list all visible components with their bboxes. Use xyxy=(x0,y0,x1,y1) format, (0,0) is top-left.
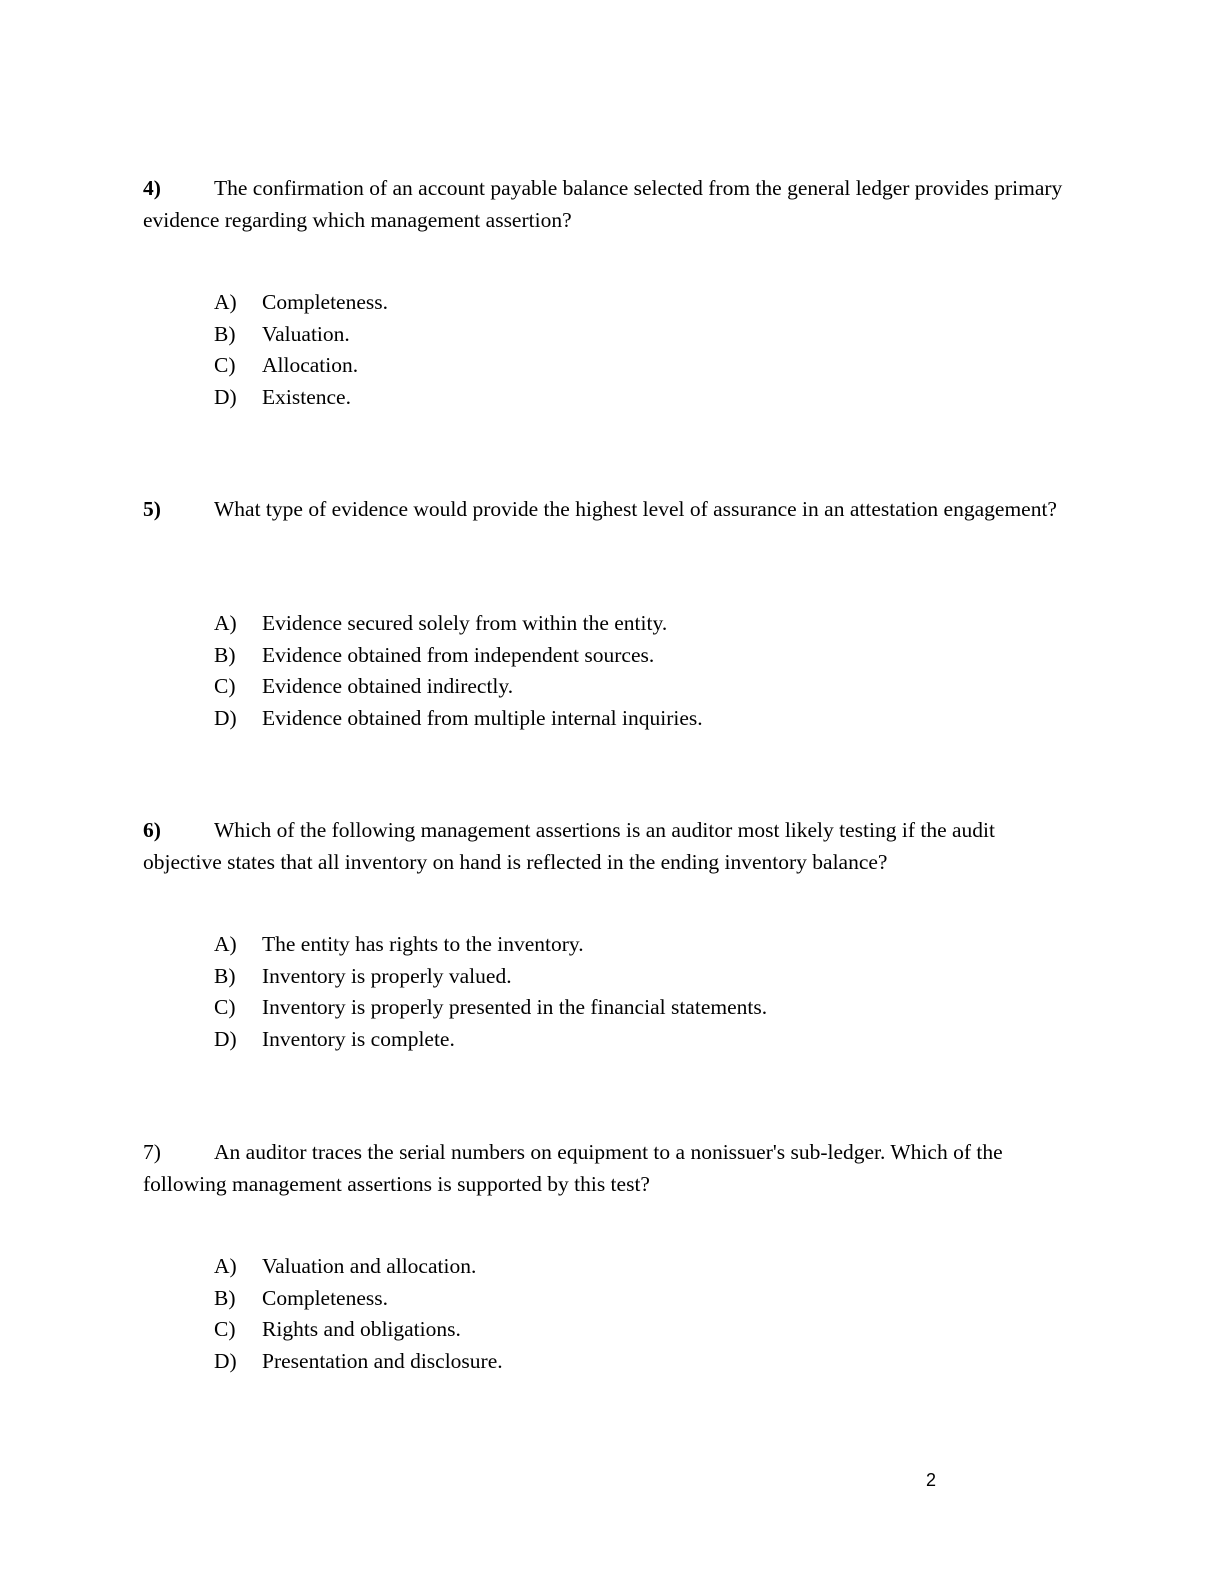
option-text: Completeness. xyxy=(262,1285,388,1310)
option-text: Existence. xyxy=(262,384,351,409)
option-letter: A) xyxy=(214,932,237,956)
option-text: Rights and obligations. xyxy=(262,1317,461,1341)
option-text: Inventory is complete. xyxy=(262,1026,455,1051)
option-text: Evidence secured solely from within the entity. xyxy=(262,611,668,635)
question-number: 5) xyxy=(143,497,161,521)
answer-option xyxy=(214,382,388,414)
question-text: An auditor traces the serial numbers on equipment to a nonissuer's sub-ledger. Which of the following management assertions is supported by this test? xyxy=(143,1140,1003,1196)
answer-option xyxy=(214,1024,767,1056)
question-stem xyxy=(143,815,1063,878)
answer-options xyxy=(214,287,388,413)
answer-options xyxy=(214,1251,503,1377)
answer-option xyxy=(214,961,767,993)
option-letter: C) xyxy=(214,674,236,698)
option-letter: D) xyxy=(214,705,237,730)
question-number: 6) xyxy=(143,818,161,842)
option-text: Valuation. xyxy=(262,321,350,346)
answer-options xyxy=(214,929,767,1055)
question-text: The confirmation of an account payable balance selected from the general ledger provides primary evidence regarding which management assertion? xyxy=(143,176,1063,232)
answer-option xyxy=(214,671,703,703)
question-6 xyxy=(143,815,1063,1051)
question-number: 7) xyxy=(143,1140,161,1164)
option-text: Valuation and allocation. xyxy=(262,1254,477,1278)
option-letter: D) xyxy=(214,1348,237,1373)
answer-option xyxy=(214,608,703,640)
option-letter: A) xyxy=(214,290,237,314)
option-letter: C) xyxy=(214,353,236,377)
option-text: Inventory is properly valued. xyxy=(262,963,512,988)
option-text: Evidence obtained from independent sources. xyxy=(262,642,655,667)
answer-option xyxy=(214,929,767,961)
answer-option xyxy=(214,319,388,351)
option-letter: C) xyxy=(214,1317,236,1341)
answer-option xyxy=(214,1283,503,1315)
option-text: Presentation and disclosure. xyxy=(262,1348,503,1373)
question-number: 4) xyxy=(143,176,161,200)
question-stem xyxy=(143,494,1063,526)
option-letter: D) xyxy=(214,384,237,409)
option-letter: B) xyxy=(214,963,236,988)
option-letter: C) xyxy=(214,995,236,1019)
answer-option xyxy=(214,350,388,382)
question-4 xyxy=(143,173,1063,409)
answer-option xyxy=(214,1346,503,1378)
question-text: What type of evidence would provide the highest level of assurance in an attestation engagement? xyxy=(214,497,1057,521)
question-text: Which of the following management assertions is an auditor most likely testing if the audit objective states that all inventory on hand is reflected in the ending inventory balance? xyxy=(143,818,996,874)
option-letter: B) xyxy=(214,1285,236,1310)
question-7 xyxy=(143,1137,1063,1373)
answer-option xyxy=(214,1251,503,1283)
option-text: Evidence obtained indirectly. xyxy=(262,674,514,698)
option-letter: B) xyxy=(214,321,236,346)
option-text: Evidence obtained from multiple internal inquiries. xyxy=(262,705,703,730)
question-5 xyxy=(143,494,1063,730)
answer-option xyxy=(214,992,767,1024)
option-text: The entity has rights to the inventory. xyxy=(262,932,584,956)
option-letter: B) xyxy=(214,642,236,667)
page-number: 2 xyxy=(926,1470,937,1490)
option-text: Allocation. xyxy=(262,353,359,377)
option-letter: D) xyxy=(214,1026,237,1051)
answer-option xyxy=(214,287,388,319)
answer-option xyxy=(214,703,703,735)
option-letter: A) xyxy=(214,1254,237,1278)
option-text: Completeness. xyxy=(262,290,388,314)
answer-options xyxy=(214,608,703,734)
option-text: Inventory is properly presented in the financial statements. xyxy=(262,995,768,1019)
answer-option xyxy=(214,640,703,672)
question-stem xyxy=(143,1137,1063,1200)
answer-option xyxy=(214,1314,503,1346)
option-letter: A) xyxy=(214,611,237,635)
question-stem xyxy=(143,173,1063,236)
